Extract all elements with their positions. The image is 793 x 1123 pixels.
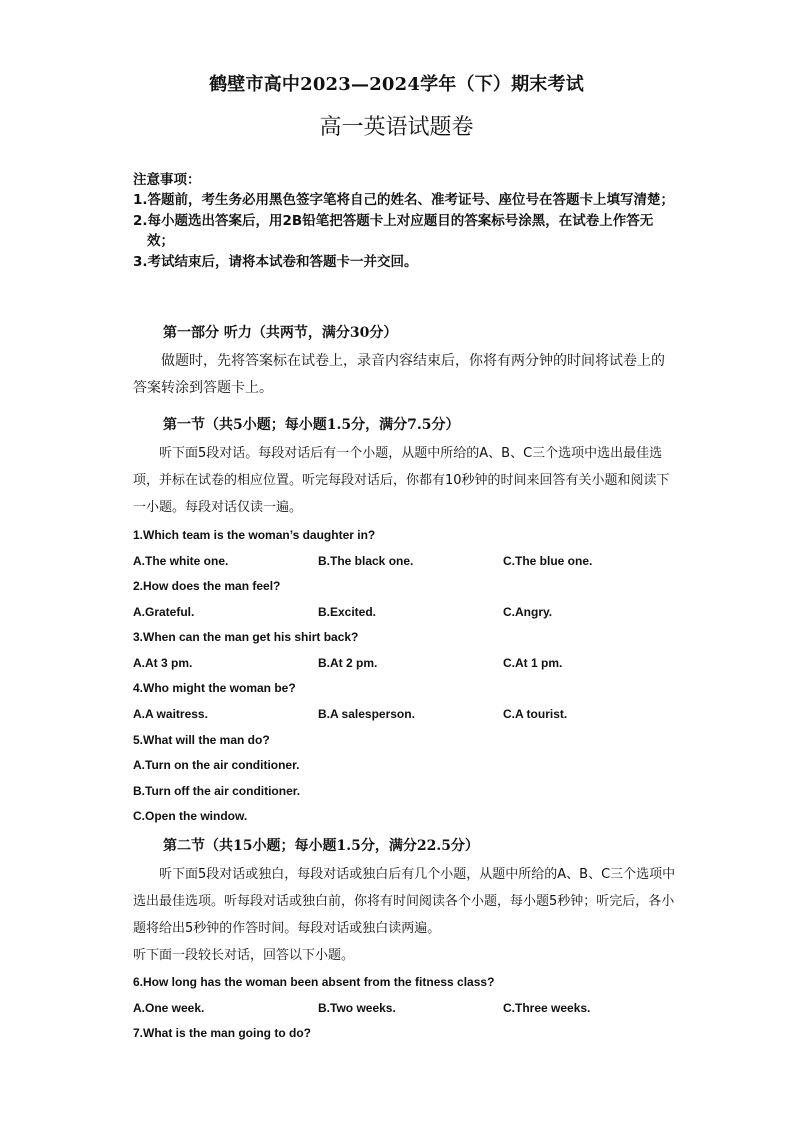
note-item-1: 1.答题前，考生务必用黑色签字笔将自己的姓名、准考证号、座位号在答题卡上填写清楚； — [133, 192, 675, 208]
exam-subtitle: 高一英语试题卷 — [319, 115, 474, 140]
note-item-2: 2.每小题选出答案后，用2B铅笔把答题卡上对应题目的答案标号涂黑，在试卷上作答无效； — [133, 213, 654, 249]
question-4: 4.Who might the woman be? — [133, 681, 296, 695]
q6-option-b: B.Two weeks. — [318, 1001, 396, 1015]
exam-title: 鹤壁市高中2023—2024学年（下）期末考试 — [209, 74, 584, 95]
question-3: 3.When can the man get his shirt back? — [133, 630, 359, 644]
q2-option-a: A.Grateful. — [133, 605, 195, 619]
question-6: 6.How long has the woman been absent from the fitness class? — [133, 975, 495, 989]
q5-option-a: A.Turn on the air conditioner. — [133, 758, 300, 772]
q1-option-b: B.The black one. — [318, 554, 414, 568]
section1-intro: 听下面5段对话。每段对话后有一个小题，从题中所给的A、B、C三个选项中选出最佳选项，并标在试卷的相应位置。听完每段对话后，你都有10秒钟的时间来回答有关小题和阅读下一小题。每段对话仅读一遍。 — [133, 446, 670, 515]
q3-option-a: A.At 3 pm. — [133, 656, 193, 670]
q1-option-c: C.The blue one. — [503, 554, 593, 568]
q3-option-b: B.At 2 pm. — [318, 656, 378, 670]
q4-option-b: B.A salesperson. — [318, 707, 415, 721]
section2-intro: 听下面5段对话或独白，每段对话或独白后有几个小题，从题中所给的A、B、C三个选项中选出最佳选项。听每段对话或独白前，你将有时间阅读各个小题，每小题5秒钟；听完后，各小题将给出5秒钟的作答时间。每段对话或独白读两遍。 — [133, 867, 676, 936]
notes-block — [133, 170, 678, 273]
part1-intro: 做题时，先将答案标在试卷上，录音内容结束后，你将有两分钟的时间将试卷上的答案转涂到答题卡上。 — [133, 353, 665, 396]
q2-option-c: C.Angry. — [503, 605, 553, 619]
q5-option-b: B.Turn off the air conditioner. — [133, 784, 301, 798]
question-2: 2.How does the man feel? — [133, 579, 281, 593]
q6-option-a: A.One week. — [133, 1001, 205, 1015]
section2-instruction: 听下面一段较长对话，回答以下小题。 — [133, 948, 355, 963]
q4-option-a: A.A waitress. — [133, 707, 208, 721]
q2-option-b: B.Excited. — [318, 605, 377, 619]
question-5: 5.What will the man do? — [133, 733, 270, 747]
question-1: 1.Which team is the woman’s daughter in? — [133, 528, 376, 542]
part1-heading: 第一部分 听力（共两节，满分30分） — [163, 325, 398, 341]
q3-option-c: C.At 1 pm. — [503, 656, 563, 670]
q6-option-c: C.Three weeks. — [503, 1001, 591, 1015]
q5-option-c: C.Open the window. — [133, 809, 248, 823]
note-item-3: 3.考试结束后，请将本试卷和答题卡一并交回。 — [133, 254, 418, 270]
section2-heading: 第二节（共15小题；每小题1.5分，满分22.5分） — [163, 838, 479, 854]
q1-option-a: A.The white one. — [133, 554, 229, 568]
question-7: 7.What is the man going to do? — [133, 1026, 311, 1040]
q4-option-c: C.A tourist. — [503, 707, 568, 721]
notes-heading: 注意事项： — [133, 172, 201, 188]
section1-heading: 第一节（共5小题；每小题1.5分，满分7.5分） — [163, 417, 460, 433]
